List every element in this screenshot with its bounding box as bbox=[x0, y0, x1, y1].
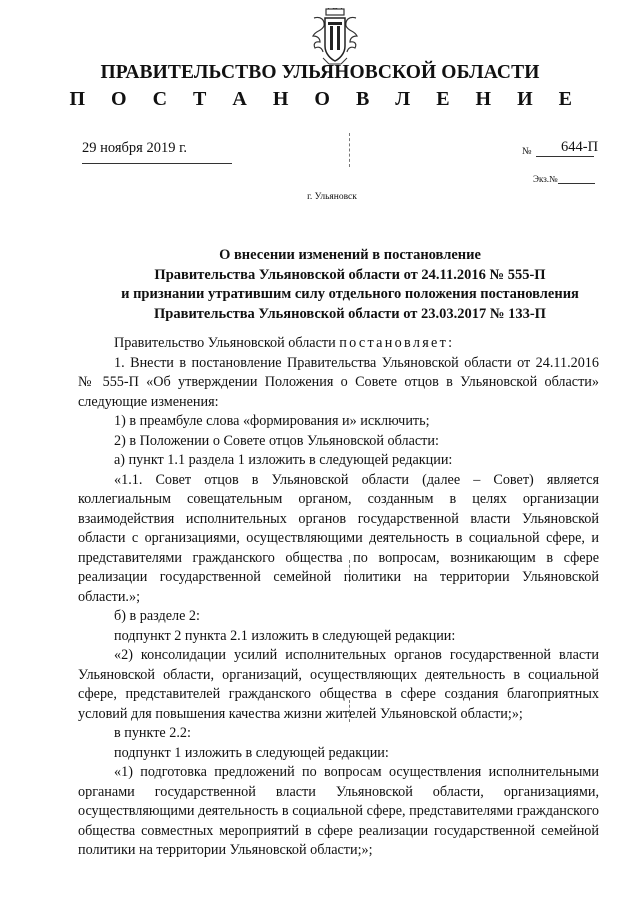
government-name: ПРАВИТЕЛЬСТВО УЛЬЯНОВСКОЙ ОБЛАСТИ bbox=[100, 62, 540, 83]
body-paragraph: подпункт 1 изложить в следующей редакции: bbox=[114, 744, 389, 761]
body-paragraph: 1) в преамбуле слова «формирования и» исключить; bbox=[114, 413, 430, 429]
copy-number-underline bbox=[558, 183, 595, 184]
document-title bbox=[60, 246, 640, 324]
number-underline bbox=[536, 156, 594, 157]
body-paragraph: б) в разделе 2: bbox=[114, 608, 200, 624]
body-paragraph: подпункт 2 пункта 2.1 изложить в следующей редакции: bbox=[114, 627, 456, 644]
document-body bbox=[78, 334, 599, 861]
number-sign: № bbox=[522, 146, 532, 157]
title-line: и признании утратившим силу отдельного положения постановления bbox=[121, 286, 579, 302]
body-paragraph: 1. Внести в постановление Правительства Ульяновской области от 24.11.2016 № 555-П «Об утверждении Положения о Совете отцов в Ульяновской области» следующие изменения: bbox=[78, 354, 599, 410]
document-type: П О С Т А Н О В Л Е Н И Е bbox=[69, 88, 583, 110]
copy-number-label: Экз.№ bbox=[533, 174, 558, 184]
title-line: О внесении изменений в постановление bbox=[219, 247, 481, 263]
body-paragraph: «2) консолидации усилий исполнительных органов государственной власти Ульяновской области, организаций, осуществляющих деятельность в социальной сфере, представителей гражданского общества в сфере создания благоприятных условий для повышения качества жизни жителей Ульяновской области;»; bbox=[78, 647, 599, 722]
date-underline bbox=[82, 163, 232, 164]
body-paragraph: «1.1. Совет отцов в Ульяновской области (далее – Совет) является коллегиальным совещательным органом, созданным в целях организации взаимодействия исполнительных органов государственной власти Ульяновской области с организациями, осуществляющими деятельность в социальной сфере, и представителями гражданского общества по вопросам, возникающим в сфере реализации государственной семейной политики на территории Ульяновской области.»; bbox=[78, 471, 599, 605]
title-line: Правительства Ульяновской области от 23.03.2017 № 133-П bbox=[154, 305, 546, 322]
intro-paragraph bbox=[78, 334, 599, 354]
document-number: 644-П bbox=[561, 139, 599, 155]
body-paragraph: в пункте 2.2: bbox=[114, 725, 191, 741]
document-date: 29 ноября 2019 г. bbox=[82, 140, 188, 156]
coat-of-arms-icon bbox=[311, 8, 359, 66]
intro-lead: Правительство Ульяновской области bbox=[114, 335, 336, 351]
body-paragraph: а) пункт 1.1 раздела 1 изложить в следующей редакции: bbox=[114, 452, 453, 468]
city: г. Ульяновск bbox=[307, 192, 357, 202]
body-paragraph: 2) в Положении о Совете отцов Ульяновской области: bbox=[114, 432, 439, 449]
body-paragraph: «1) подготовка предложений по вопросам осуществления исполнительными органами государственной власти Ульяновской области, организациями, осуществляющими деятельность в социальной сфере, представителями гражданского общества совместных мероприятий в сфере реализации государственной семейной политики на территории Ульяновской области;»; bbox=[78, 764, 599, 858]
intro-decree-word: постановляет: bbox=[339, 335, 455, 351]
title-line: Правительства Ульяновской области от 24.11.2016 № 555-П bbox=[154, 266, 546, 283]
fold-mark bbox=[349, 133, 350, 167]
